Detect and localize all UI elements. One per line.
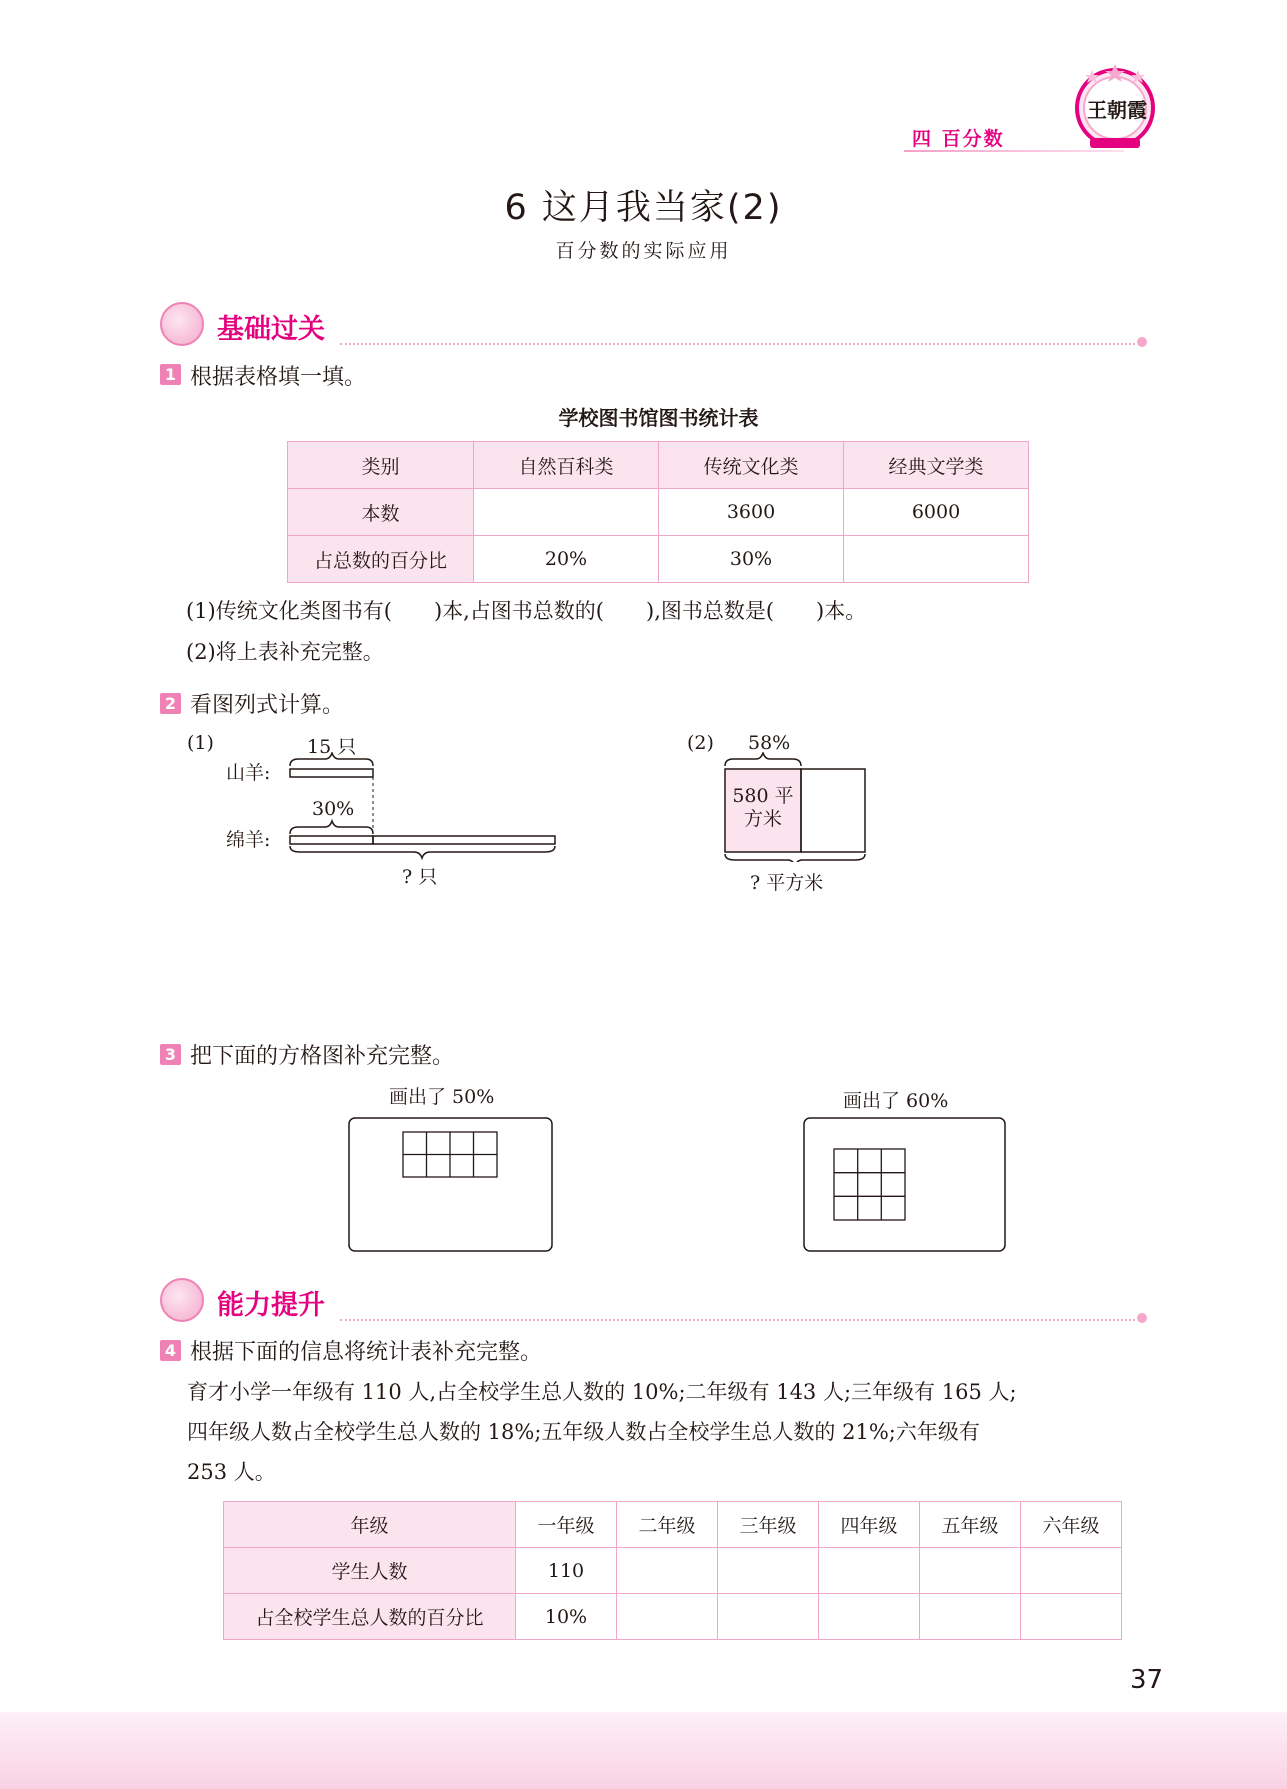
grade-stats-table bbox=[223, 1501, 1122, 1640]
table-row-header: 占全校学生总人数的百分比 bbox=[224, 1594, 516, 1640]
section-advanced-dot bbox=[1137, 1313, 1147, 1323]
section-basic-divider bbox=[340, 343, 1135, 345]
q4-number: 4 bbox=[160, 1340, 181, 1361]
table-row bbox=[288, 442, 1029, 489]
table-header-cell: 一年级 bbox=[516, 1502, 617, 1548]
unit-label: 四 百分数 bbox=[912, 128, 1005, 150]
q2-text: 看图列式计算。 bbox=[190, 693, 345, 718]
table-header-cell: 类别 bbox=[288, 442, 474, 489]
grid2-label: 画出了 60% bbox=[843, 1090, 949, 1112]
table-header-cell: 三年级 bbox=[718, 1502, 819, 1548]
q1-sub2: (2)将上表补充完整。 bbox=[186, 640, 384, 664]
table-answer-cell[interactable] bbox=[718, 1594, 819, 1640]
table-answer-cell[interactable] bbox=[1021, 1548, 1122, 1594]
q4-info-line1: 育才小学一年级有 110 人,占全校学生总人数的 10%;二年级有 143 人;三年级有 165 人; bbox=[187, 1380, 1017, 1404]
d1-mid-value: 30% bbox=[312, 798, 355, 820]
section-advanced-icon bbox=[160, 1278, 204, 1322]
d1-label: (1) bbox=[187, 732, 214, 754]
table-header-cell: 四年级 bbox=[819, 1502, 920, 1548]
table-cell: 110 bbox=[516, 1548, 617, 1594]
d1-bottom-label: ? 只 bbox=[402, 866, 438, 888]
table-cell: 3600 bbox=[659, 489, 844, 536]
d2-box-line1: 580 平 bbox=[732, 785, 794, 807]
table-cell: 30% bbox=[659, 536, 844, 583]
table-answer-cell[interactable] bbox=[819, 1548, 920, 1594]
d2-box-line2: 方米 bbox=[743, 808, 782, 830]
table-answer-cell[interactable] bbox=[844, 536, 1029, 583]
lesson-subtitle: 百分数的实际应用 bbox=[555, 240, 732, 262]
table-answer-cell[interactable] bbox=[920, 1548, 1021, 1594]
table-header-cell: 经典文学类 bbox=[844, 442, 1029, 489]
section-advanced-divider bbox=[340, 1319, 1135, 1321]
d2-bottom-label: ? 平方米 bbox=[750, 872, 824, 894]
d1-row2-label: 绵羊: bbox=[226, 829, 271, 851]
table-row-header: 学生人数 bbox=[224, 1548, 516, 1594]
table-header-cell: 二年级 bbox=[617, 1502, 718, 1548]
grid2-drawing-area[interactable] bbox=[803, 1117, 1007, 1253]
table-answer-cell[interactable] bbox=[617, 1548, 718, 1594]
section-basic-title: 基础过关 bbox=[217, 314, 325, 345]
table-header-cell: 六年级 bbox=[1021, 1502, 1122, 1548]
d1-top-value: 15 只 bbox=[307, 736, 357, 758]
grid1-label: 画出了 50% bbox=[389, 1086, 495, 1108]
d1-bar-diagram bbox=[280, 752, 570, 862]
table-cell: 6000 bbox=[844, 489, 1029, 536]
table-row-header: 占总数的百分比 bbox=[288, 536, 474, 583]
page-number: 37 bbox=[1130, 1665, 1164, 1695]
d2-box-label bbox=[725, 785, 801, 831]
d1-row1-label: 山羊: bbox=[226, 762, 271, 784]
table-header-cell: 年级 bbox=[224, 1502, 516, 1548]
section-basic-icon bbox=[160, 302, 204, 346]
d2-label: (2) bbox=[687, 732, 714, 754]
table-cell: 10% bbox=[516, 1594, 617, 1640]
table-row bbox=[288, 489, 1029, 536]
d2-top-value: 58% bbox=[748, 732, 791, 754]
table-header-cell: 五年级 bbox=[920, 1502, 1021, 1548]
q1-table-caption: 学校图书馆图书统计表 bbox=[558, 406, 759, 430]
section-basic-dot bbox=[1137, 337, 1147, 347]
library-stats-table bbox=[287, 441, 1029, 583]
table-answer-cell[interactable] bbox=[617, 1594, 718, 1640]
q4-info-line2: 四年级人数占全校学生总人数的 18%;五年级人数占全校学生总人数的 21%;六年级有 bbox=[187, 1420, 980, 1444]
q4-text: 根据下面的信息将统计表补充完整。 bbox=[190, 1340, 543, 1365]
table-cell: 20% bbox=[474, 536, 659, 583]
table-header-cell: 自然百科类 bbox=[474, 442, 659, 489]
lesson-title: 6 这月我当家(2) bbox=[504, 188, 783, 228]
table-row bbox=[288, 536, 1029, 583]
q3-number: 3 bbox=[160, 1044, 181, 1065]
q1-sub1: (1)传统文化类图书有( )本,占图书总数的( ),图书总数是( )本。 bbox=[186, 599, 867, 623]
table-row bbox=[224, 1548, 1122, 1594]
table-header-cell: 传统文化类 bbox=[659, 442, 844, 489]
table-row bbox=[224, 1594, 1122, 1640]
table-answer-cell[interactable] bbox=[920, 1594, 1021, 1640]
logo-text: 王朝霞 bbox=[1087, 98, 1147, 122]
table-answer-cell[interactable] bbox=[474, 489, 659, 536]
q4-info-line3: 253 人。 bbox=[187, 1460, 276, 1484]
grid1-drawing-area[interactable] bbox=[348, 1117, 554, 1253]
table-row-header: 本数 bbox=[288, 489, 474, 536]
q1-text: 根据表格填一填。 bbox=[190, 365, 367, 390]
section-advanced-title: 能力提升 bbox=[217, 1290, 325, 1321]
table-answer-cell[interactable] bbox=[819, 1594, 920, 1640]
footer-band bbox=[0, 1712, 1287, 1789]
q3-text: 把下面的方格图补充完整。 bbox=[190, 1044, 455, 1069]
table-row bbox=[224, 1502, 1122, 1548]
q2-number: 2 bbox=[160, 693, 181, 714]
table-answer-cell[interactable] bbox=[718, 1548, 819, 1594]
q1-number: 1 bbox=[160, 364, 181, 385]
table-answer-cell[interactable] bbox=[1021, 1594, 1122, 1640]
